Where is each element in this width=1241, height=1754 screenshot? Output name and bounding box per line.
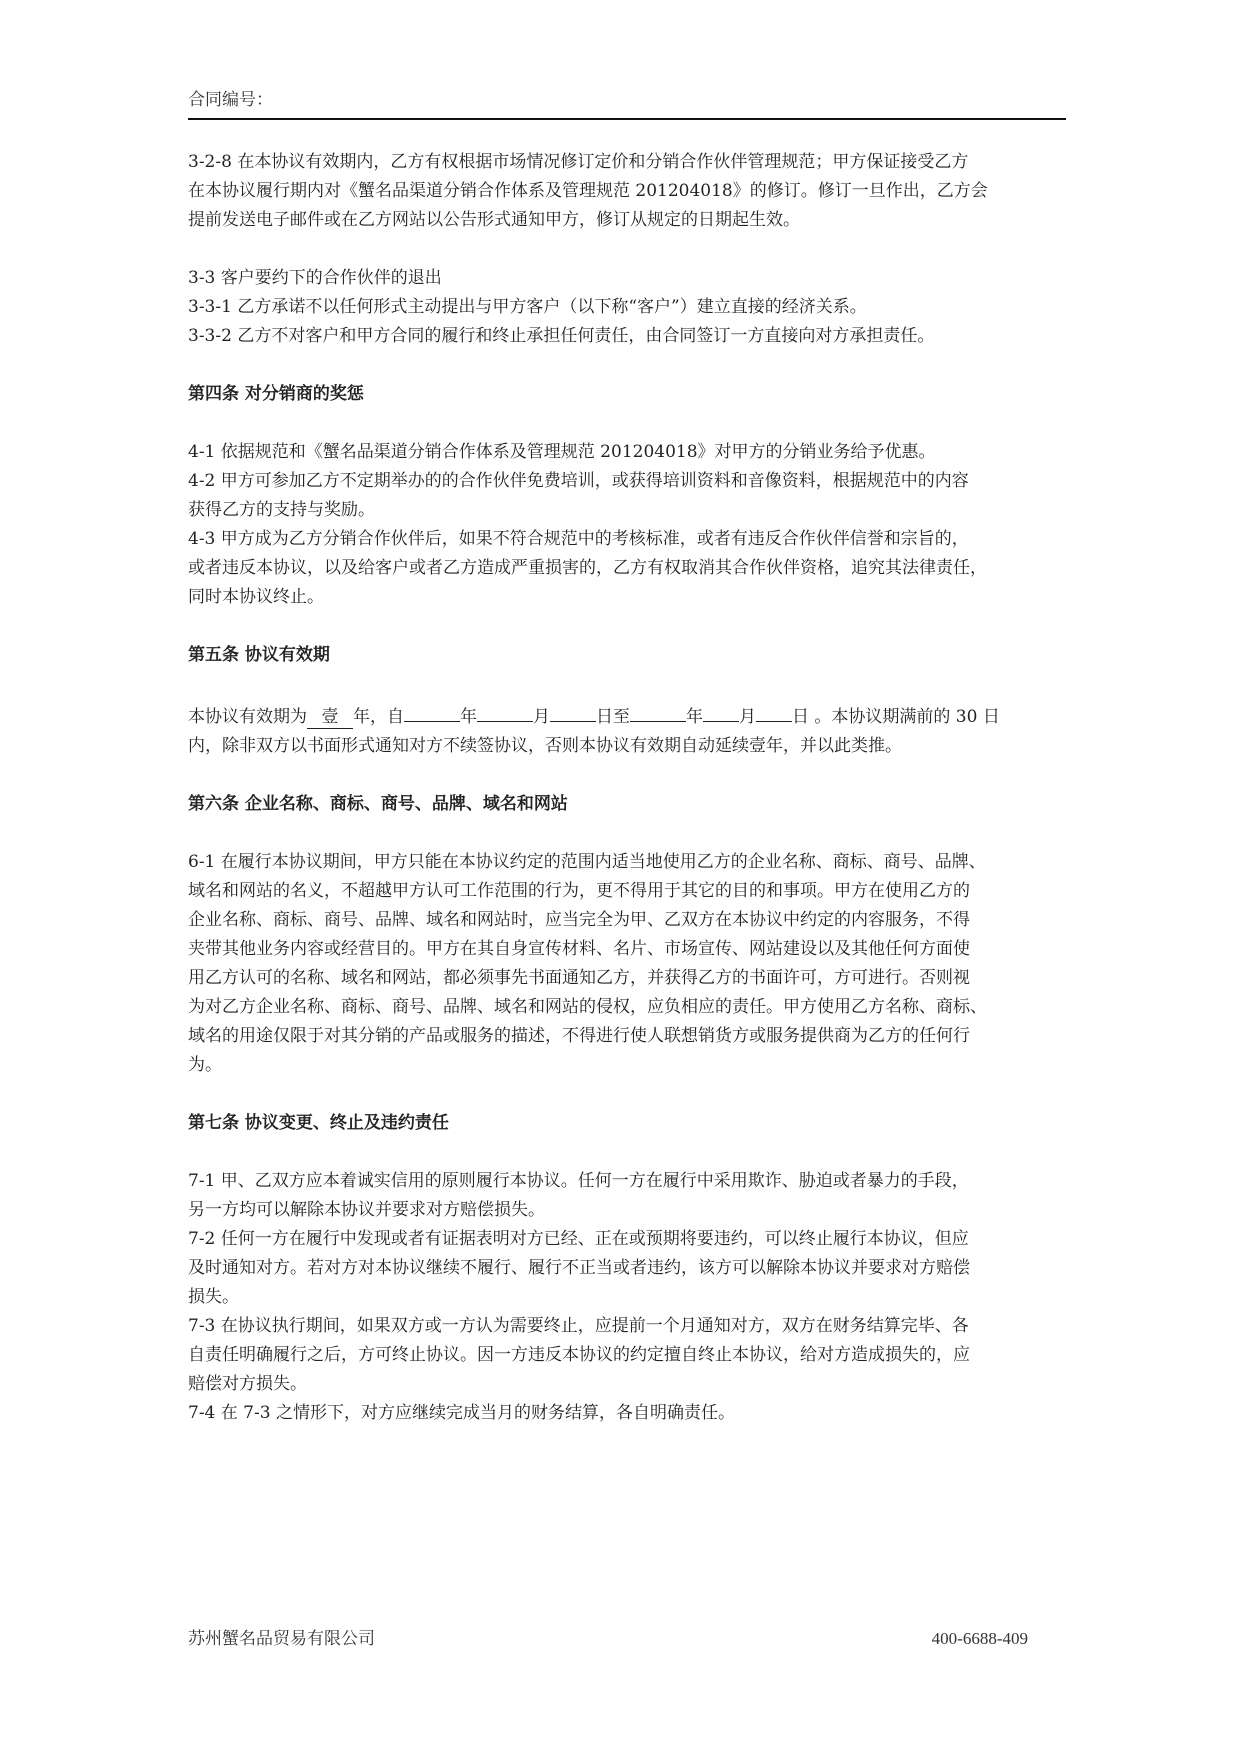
clause-4-2-line1: 4-2 甲方可参加乙方不定期举办的的合作伙伴免费培训，或获得培训资料和音像资料，根据规范中的内容 [188,471,969,491]
end-day-field[interactable] [756,699,792,722]
clause-4-3-line1: 4-3 甲方成为乙方分销合作伙伴后，如果不符合规范中的考核标准，或者有违反合作伙伴信誉和宗旨的， [188,529,969,549]
clause-4-1: 4-1 依据规范和《蟹名品渠道分销合作体系及管理规范 201204018》对甲方的分销业务给予优惠。 [188,442,936,462]
clause-3-3-1: 3-3-1 乙方承诺不以任何形式主动提出与甲方客户（以下称“客户”）建立直接的经济关系。 [188,297,867,317]
clause-3-2-8-line2: 在本协议履行期内对《蟹名品渠道分销合作体系及管理规范 201204018》的修订。修订一旦作出，乙方会 [188,181,988,201]
start-year-field[interactable] [404,699,460,722]
clause-7-2-line1: 7-2 任何一方在履行中发现或者有证据表明对方已经、正在或预期将要违约，可以终止履行本协议，但应 [188,1229,969,1249]
clause-3-2-8-line3: 提前发送电子邮件或在乙方网站以公告形式通知甲方，修订从规定的日期起生效。 [188,210,800,230]
clause-7-3-line1: 7-3 在协议执行期间，如果双方或一方认为需要终止，应提前一个月通知对方，双方在财务结算完毕、各 [188,1316,969,1336]
clause-3-3-2: 3-3-2 乙方不对客户和甲方合同的履行和终止承担任何责任，由合同签订一方直接向对方承担责任。 [188,326,935,346]
start-day-field[interactable] [550,699,596,722]
term-years-field[interactable]: 壹 [307,706,353,729]
end-year-field[interactable] [630,699,686,722]
clause-7-1-line1: 7-1 甲、乙双方应本着诚实信用的原则履行本协议。任何一方在履行中采用欺诈、胁迫或者暴力的手段， [188,1171,969,1191]
term-line1: 本协议有效期为 壹 年，自 年 月 日至 年 月 日 。本协议期满前的 30 日 [188,699,1066,732]
clause-6-1-line4: 夹带其他业务内容或经营目的。甲方在其自身宣传材料、名片、市场宣传、网站建设以及其他任何方面使 [188,939,970,959]
clause-7-2-line2: 及时通知对方。若对方对本协议继续不履行、履行不正当或者违约，该方可以解除本协议并要求对方赔偿 [188,1258,970,1278]
clause-7-3-line2: 自责任明确履行之后，方可终止协议。因一方违反本协议的约定擅自终止本协议，给对方造成损失的，应 [188,1345,970,1365]
clause-7-4: 7-4 在 7-3 之情形下，对方应继续完成当月的财务结算，各自明确责任。 [188,1403,735,1423]
clause-7-3-line3: 赔偿对方损失。 [188,1374,307,1394]
article-7-heading: 第七条 协议变更、终止及违约责任 [188,1113,449,1133]
clause-7-2-line3: 损失。 [188,1287,239,1307]
clause-4-3-line2: 或者违反本协议，以及给客户或者乙方造成严重损害的，乙方有权取消其合作伙伴资格，追究其法律责任， [188,558,987,578]
clause-4-3-line3: 同时本协议终止。 [188,587,324,607]
clause-3-2-8-line1: 3-2-8 在本协议有效期内，乙方有权根据市场情况修订定价和分销合作伙伴管理规范；甲方保证接受乙方 [188,152,969,172]
clause-6-1-line3: 企业名称、商标、商号、品牌、域名和网站时，应当完全为甲、乙双方在本协议中约定的内容服务，不得 [188,910,970,930]
start-month-field[interactable] [477,699,533,722]
document-body [188,148,1066,1428]
clause-3-3-title: 3-3 客户要约下的合作伙伴的退出 [188,268,442,288]
contract-number-label: 合同编号： [188,90,273,110]
clause-7-1-line2: 另一方均可以解除本协议并要求对方赔偿损失。 [188,1200,545,1220]
clause-6-1-line1: 6-1 在履行本协议期间，甲方只能在本协议约定的范围内适当地使用乙方的企业名称、商标、商号、品牌、 [188,852,986,872]
clause-4-2-line2: 获得乙方的支持与奖励。 [188,500,375,520]
clause-6-1-line7: 域名的用途仅限于对其分销的产品或服务的描述，不得进行使人联想销货方或服务提供商为乙方的任何行 [188,1026,970,1046]
term-line2: 内，除非双方以书面形式通知对方不续签协议，否则本协议有效期自动延续壹年，并以此类推。 [188,736,902,756]
article-5-heading: 第五条 协议有效期 [188,645,330,665]
footer-phone: 400-6688-409 [931,1629,1028,1648]
page-footer [188,1627,1028,1651]
clause-6-1-line2: 域名和网站的名义，不超越甲方认可工作范围的行为，更不得用于其它的目的和事项。甲方在使用乙方的 [188,881,970,901]
end-month-field[interactable] [703,699,739,722]
article-4-heading: 第四条 对分销商的奖惩 [188,384,364,404]
page-header [188,88,1066,120]
clause-6-1-line6: 为对乙方企业名称、商标、商号、品牌、域名和网站的侵权，应负相应的责任。甲方使用乙方名称、商标、 [188,997,987,1017]
article-6-heading: 第六条 企业名称、商标、商号、品牌、域名和网站 [188,794,568,814]
clause-6-1-line8: 为。 [188,1055,222,1075]
clause-6-1-line5: 用乙方认可的名称、域名和网站，都必须事先书面通知乙方，并获得乙方的书面许可，方可进行。否则视 [188,968,970,988]
footer-company: 苏州蟹名品贸易有限公司 [188,1629,375,1649]
